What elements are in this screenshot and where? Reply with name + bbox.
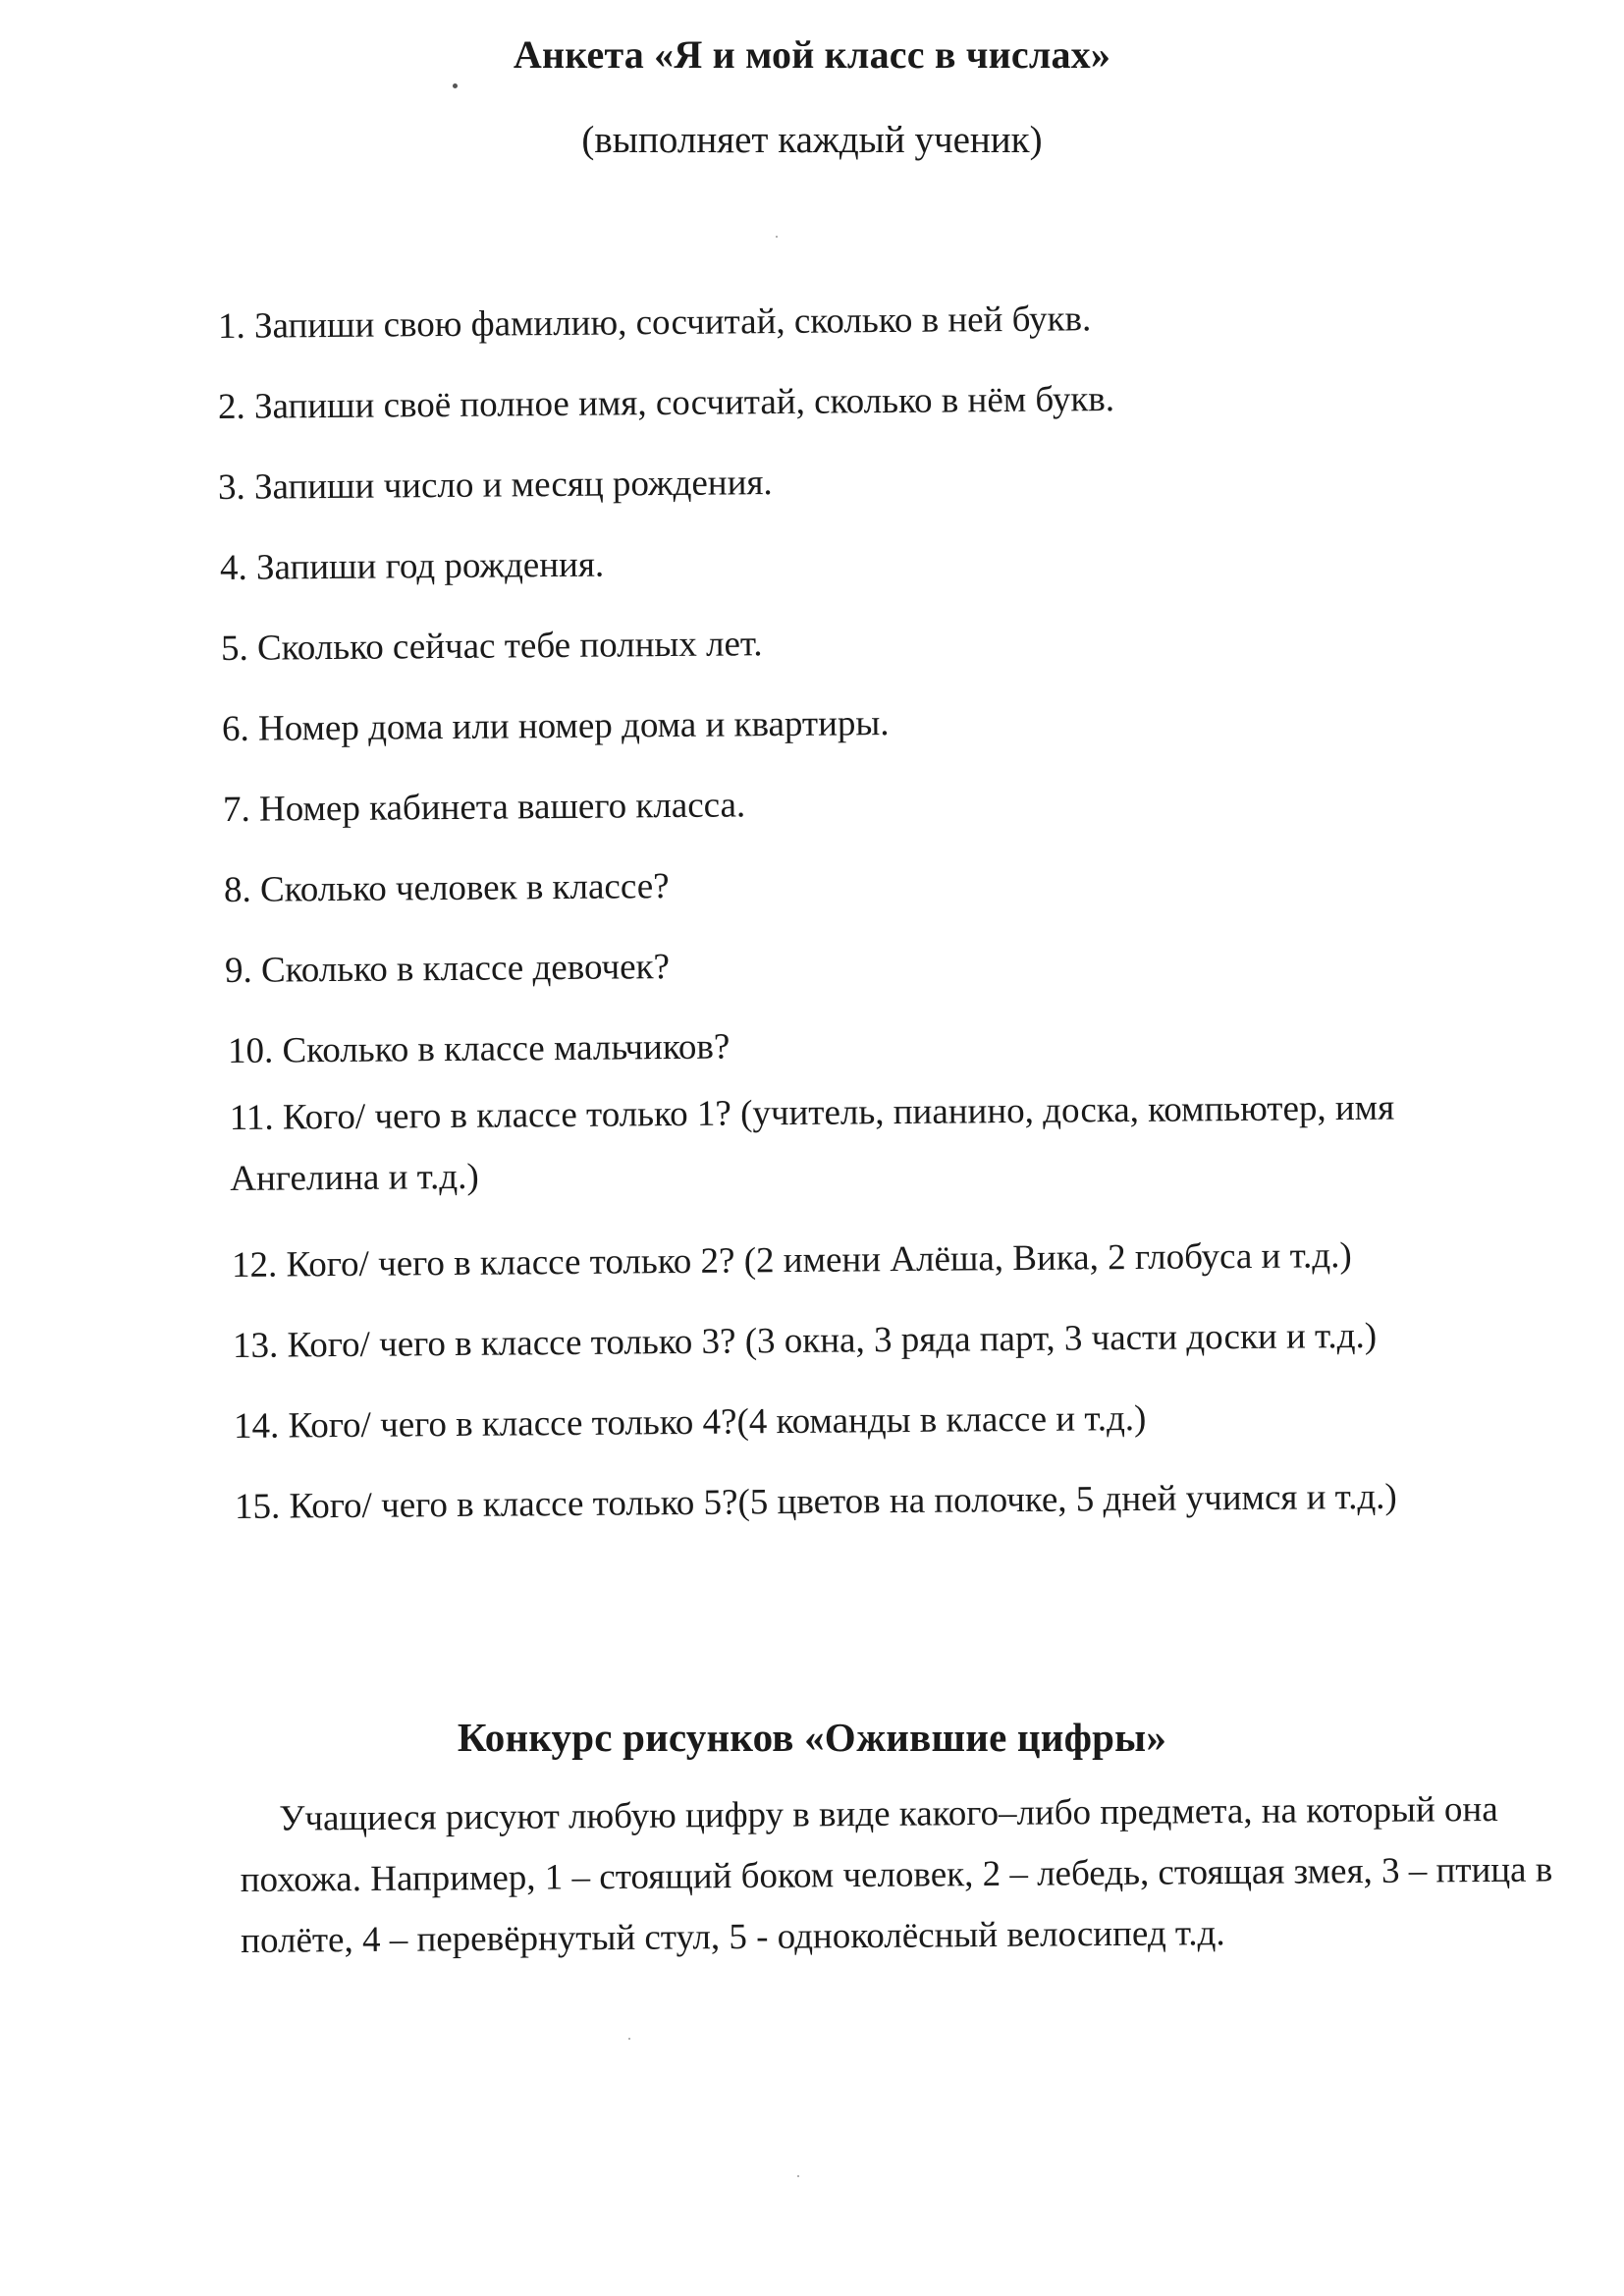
- question-item: 14. Кого/ чего в классе только 4?(4 команды в классе и т.д.): [233, 1397, 1147, 1447]
- question-item: 1. Запиши свою фамилию, сосчитай, сколько в ней букв.: [217, 299, 1092, 347]
- survey-title: Анкета «Я и мой класс в числах»: [513, 32, 1111, 77]
- question-item: 13. Кого/ чего в классе только 3? (3 окна, 3 ряда парт, 3 части доски и т.д.): [232, 1315, 1378, 1366]
- question-item: 8. Сколько человек в классе?: [223, 866, 670, 910]
- contest-description: Учащиеся рисуют любую цифру в виде какого–либо предмета, на который она похожа. Например, 1 – стоящий боком человек, 2 – лебедь, стоящая змея, 3 – птица в полёте, 4 – перевёрнутый стул, 5 - одноколёсный велосипед т.д.: [240, 1788, 1553, 1961]
- question-item: 7. Номер кабинета вашего класса.: [222, 785, 746, 830]
- contest-title: Конкурс рисунков «Ожившие цифры»: [457, 1715, 1167, 1760]
- question-item: 9. Сколько в классе девочек?: [224, 947, 671, 991]
- question-item: 10. Сколько в классе мальчиков?: [227, 1026, 731, 1071]
- scan-speck: [797, 2175, 799, 2177]
- question-item: 2. Запиши своё полное имя, сосчитай, сколько в нём букв.: [217, 379, 1115, 427]
- question-item: 12. Кого/ чего в классе только 2? (2 имени Алёша, Вика, 2 глобуса и т.д.): [231, 1235, 1352, 1285]
- question-item: 6. Номер дома или номер дома и квартиры.: [221, 703, 890, 749]
- question-item: 11. Кого/ чего в классе только 1? (учитель, пианино, доска, компьютер, имя Ангелина и т.д.): [229, 1087, 1395, 1199]
- survey-subtitle: (выполняет каждый ученик): [581, 119, 1043, 161]
- scan-speck: [453, 83, 458, 88]
- question-item: 15. Кого/ чего в классе только 5?(5 цветов на полочке, 5 дней учимся и т.д.): [234, 1476, 1397, 1527]
- question-item: 3. Запиши число и месяц рождения.: [217, 463, 773, 508]
- scan-speck: [776, 236, 778, 238]
- question-item: 4. Запиши год рождения.: [219, 544, 605, 588]
- scan-speck: [628, 2038, 630, 2040]
- question-item: 5. Сколько сейчас тебе полных лет.: [220, 624, 763, 669]
